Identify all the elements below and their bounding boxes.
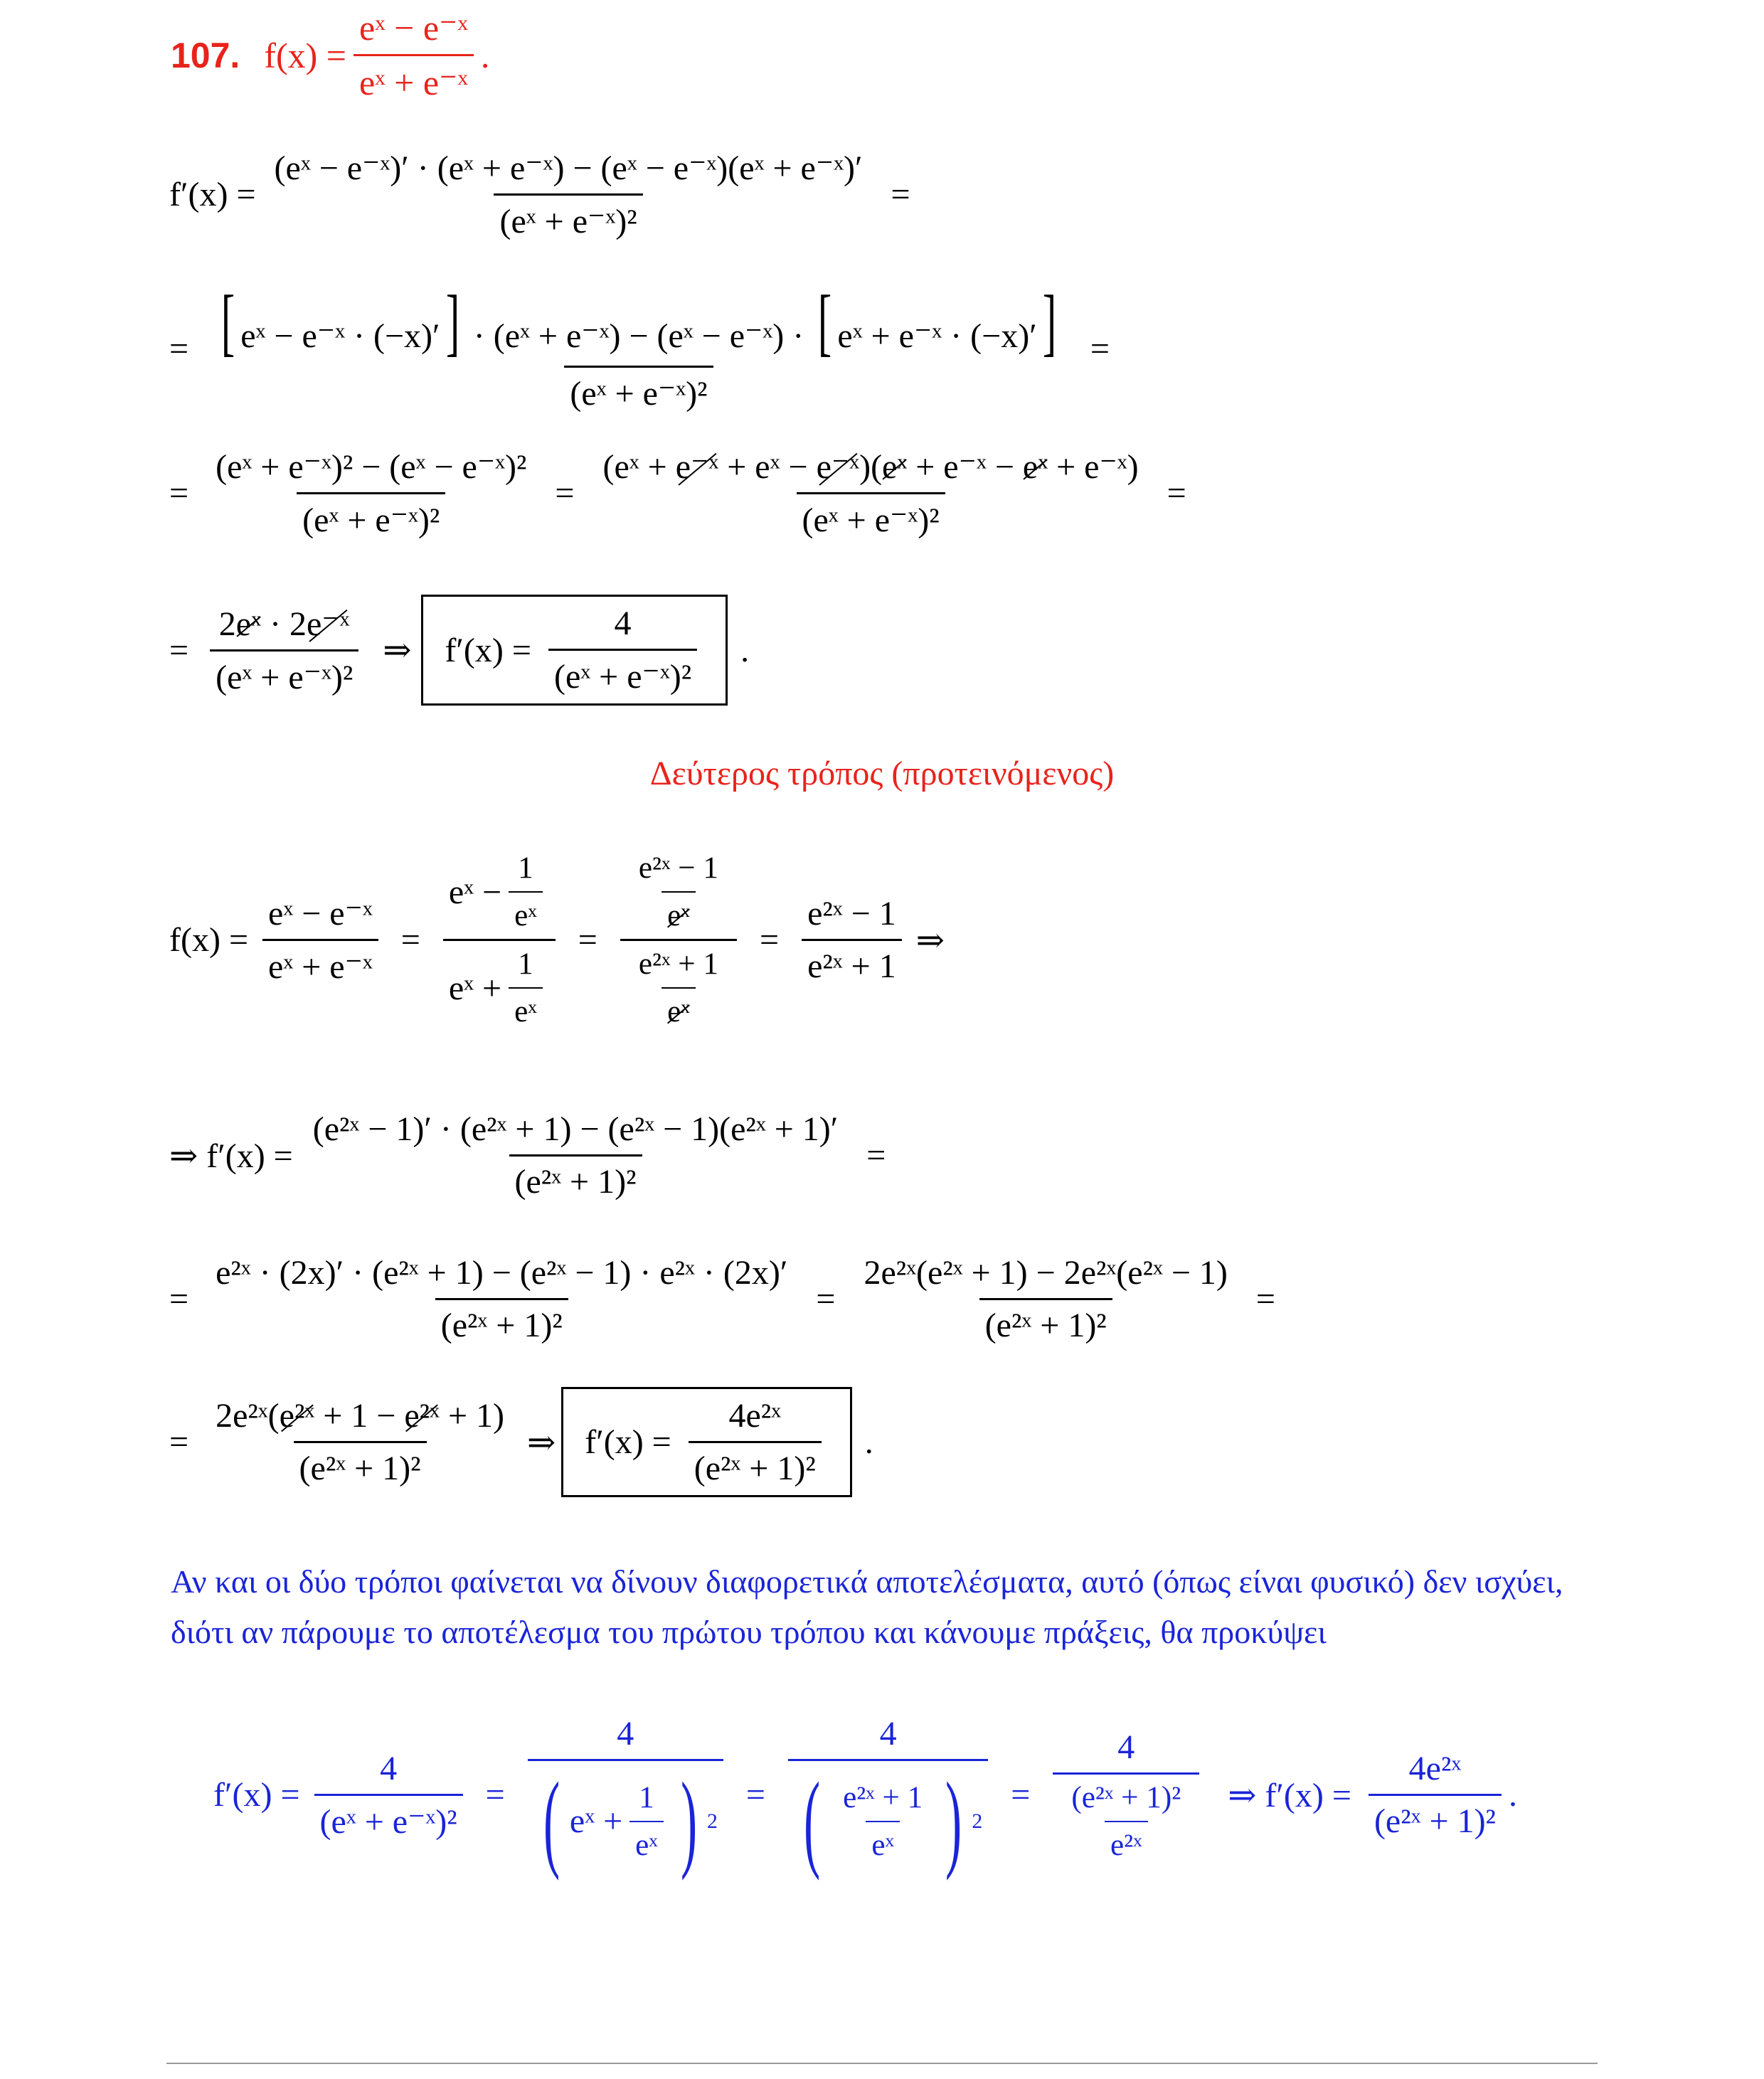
final-f1-num: 4	[380, 1749, 398, 1787]
m1-l4-part: 2	[218, 605, 236, 643]
inner-num: 1	[518, 947, 533, 981]
cancelled-term: eˣ	[667, 899, 690, 932]
final-f2-num: 4	[617, 1715, 634, 1753]
problem-lhs: f(x) =	[264, 35, 346, 75]
final-line	[213, 1714, 1517, 1881]
m2-l1-f2-den-pre: eˣ +	[448, 969, 502, 1007]
m2-l2-fraction	[307, 1110, 844, 1201]
m1-l1-den: (eˣ + e⁻ˣ)²	[494, 193, 642, 241]
m2-l3-f2-num: 2e²ˣ(e²ˣ + 1) − 2e²ˣ(e²ˣ − 1)	[864, 1254, 1228, 1292]
m2-l1-f4-den: e²ˣ + 1	[802, 939, 902, 986]
final-eq2: =	[745, 1776, 765, 1814]
m1-l1-lhs: f′(x) =	[169, 176, 256, 213]
left-bracket-icon: [	[220, 280, 235, 363]
cancelled-term: eˣ	[667, 995, 690, 1028]
m1-l2-num-c: eˣ + e⁻ˣ · (−x)′	[837, 317, 1037, 355]
inner-den: eˣ	[509, 891, 543, 933]
implies-arrow: ⇒	[383, 632, 412, 669]
inner-num: 1	[518, 851, 533, 885]
m1-l3-eq: =	[1167, 474, 1186, 512]
m2-result-fraction	[689, 1396, 822, 1488]
final-fraction2	[528, 1714, 723, 1881]
final-arrow: ⇒ f′(x) =	[1228, 1776, 1351, 1814]
m2-l3-f1-den: (e²ˣ + 1)²	[435, 1298, 568, 1345]
left-paren-icon: (	[803, 1760, 820, 1881]
final-fraction1	[314, 1749, 463, 1841]
m2-l1-f3-num-inner	[633, 851, 724, 933]
m2-l1-eq2: =	[578, 921, 597, 959]
inner-num: e²ˣ + 1	[843, 1780, 923, 1814]
m2-l1-f1-num: eˣ − e⁻ˣ	[268, 895, 373, 932]
problem-number: 107.	[171, 35, 240, 75]
m2-l2-lhs: ⇒ f′(x) =	[169, 1137, 293, 1175]
m1-l1-num: (eˣ − e⁻ˣ)′ · (eˣ + e⁻ˣ) − (eˣ − e⁻ˣ)(eˣ + e⁻ˣ)′	[274, 149, 863, 187]
m1-line4	[169, 595, 749, 706]
implies-arrow: ⇒	[527, 1423, 556, 1462]
m1-l3-f2-part: + e⁻ˣ −	[915, 448, 1014, 486]
final-f4-den	[1053, 1772, 1199, 1863]
m2-l1-fraction3	[620, 851, 737, 1029]
m2-line2	[169, 1110, 901, 1201]
right-bracket-icon: ]	[1042, 280, 1056, 363]
m1-l1-fraction	[269, 148, 868, 241]
footer-rule	[166, 2063, 1598, 2064]
cancelled-term: eˣ	[235, 605, 261, 643]
m2-l4-part: 2e²ˣ(	[216, 1397, 280, 1435]
final-fraction4	[1053, 1728, 1199, 1863]
m1-l2-num	[210, 280, 1068, 366]
m1-l4-part: · 2	[269, 605, 307, 643]
m2-l1-eq1: =	[400, 921, 420, 959]
inner-den: eˣ	[509, 987, 543, 1029]
m2-l1-f3-num	[620, 851, 737, 939]
m1-result-box	[421, 595, 728, 706]
cancelled-term: eˣ	[882, 448, 908, 486]
inner-den	[662, 987, 696, 1029]
cancelled-term: e⁻ˣ	[816, 448, 860, 486]
m2-l1-f2-num-pre: eˣ −	[448, 873, 502, 911]
left-bracket-icon: [	[818, 280, 832, 363]
m2-result-num: 4e²ˣ	[728, 1397, 782, 1435]
cancelled-term: e⁻ˣ	[306, 605, 350, 643]
inner-den: eˣ	[629, 1821, 664, 1863]
cancelled-term: e²ˣ	[279, 1397, 315, 1435]
m2-l4-den: (e²ˣ + 1)²	[294, 1441, 427, 1488]
m2-l2-num: (e²ˣ − 1)′ · (e²ˣ + 1) − (e²ˣ − 1)(e²ˣ + 1)′	[312, 1110, 839, 1148]
m1-l2-den: (eˣ + e⁻ˣ)²	[564, 366, 713, 413]
final-f2-inner	[629, 1780, 664, 1863]
m2-l1-lhs: f(x) =	[169, 921, 249, 959]
m2-result-box	[561, 1387, 852, 1497]
final-f5-den: (e²ˣ + 1)²	[1369, 1794, 1502, 1841]
m2-l1-f3-den	[620, 939, 737, 1029]
m2-l4-part: + 1)	[447, 1397, 504, 1435]
m1-l2-num-a: eˣ − e⁻ˣ · (−x)′	[240, 317, 440, 355]
problem-numerator: eˣ − e⁻ˣ	[358, 8, 468, 48]
left-paren-icon: (	[543, 1760, 560, 1881]
final-period: .	[1508, 1776, 1517, 1814]
problem-denominator: eˣ + e⁻ˣ	[354, 54, 474, 103]
m1-l4-num	[213, 604, 356, 649]
m2-l1-f2-den	[443, 939, 556, 1029]
m1-l3-f2-part: )(	[859, 448, 883, 486]
final-f5-num: 4e²ˣ	[1408, 1750, 1462, 1788]
cancelled-term: e²ˣ	[404, 1397, 440, 1435]
m2-l3-eq: =	[1255, 1280, 1275, 1318]
m2-l3-f2-den: (e²ˣ + 1)²	[979, 1298, 1112, 1345]
m2-line1	[169, 851, 952, 1029]
inner-num: (e²ˣ + 1)²	[1071, 1780, 1181, 1814]
m2-result-lhs: f′(x) =	[585, 1423, 671, 1461]
implies-arrow: ⇒	[915, 921, 945, 959]
cancelled-term: eˣ	[1022, 448, 1048, 486]
final-f2-den-pre: eˣ +	[569, 1802, 623, 1841]
m1-l3-f2-den: (eˣ + e⁻ˣ)²	[797, 492, 945, 540]
m2-l3-f1-num: e²ˣ · (2x)′ · (e²ˣ + 1) − (e²ˣ − 1) · e²ˣ · (2x)′	[216, 1254, 788, 1292]
m2-l3-fraction1	[210, 1253, 793, 1345]
m2-l2-den: (e²ˣ + 1)²	[509, 1154, 642, 1201]
final-f4-inner	[1066, 1780, 1186, 1863]
final-f3-den: ( $\frac{\text{e²ˣ + 1}}{\text{eˣ}}$ ) 2	[788, 1759, 988, 1876]
m2-line4	[169, 1387, 873, 1497]
m1-l2-eq: =	[1090, 329, 1110, 368]
m1-line3	[169, 447, 1202, 540]
m1-l3-fraction1	[210, 447, 532, 540]
m1-result-fraction	[548, 604, 697, 696]
m1-line1	[169, 148, 926, 241]
final-f3-num: 4	[879, 1715, 897, 1753]
final-f3-inner	[837, 1780, 928, 1863]
m1-result-lhs: f′(x) =	[445, 631, 531, 669]
m1-l3-f2-part: (eˣ +	[602, 448, 667, 486]
m1-l3-f2-part: + e⁻ˣ)	[1056, 448, 1139, 486]
final-f2-den: ( eˣ + $\frac{1}{\text{eˣ}}$ ) 2	[528, 1759, 723, 1876]
inner-den: e²ˣ	[1105, 1821, 1148, 1863]
problem-fraction	[354, 7, 474, 103]
cancelled-term: e⁻ˣ	[675, 448, 719, 486]
final-f1-den: (eˣ + e⁻ˣ)²	[314, 1794, 463, 1841]
m1-l4-lhs: =	[169, 631, 189, 669]
m2-line3	[169, 1253, 1291, 1345]
section-heading: Δεύτερος τρόπος (προτεινόμενος)	[649, 755, 1115, 792]
m2-l3-mid-eq: =	[816, 1280, 836, 1318]
explanation-paragraph: Αν και οι δύο τρόποι φαίνεται να δίνουν διαφορετικά αποτελέσματα, αυτό (όπως είναι φυσικό) δεν ισχύει, διότι αν πάρουμε το αποτέλεσμα του πρώτου τρόπου και κάνουμε πράξεις, θα προκύψει	[171, 1563, 1563, 1650]
inner-den	[662, 891, 696, 933]
m1-l4-period: .	[740, 631, 750, 669]
m1-l4-fraction	[210, 604, 358, 697]
m2-l4-part: + 1 −	[323, 1397, 396, 1435]
problem-statement	[171, 7, 489, 103]
m2-l1-f2-num-inner	[509, 851, 543, 933]
inner-num: e²ˣ − 1	[638, 851, 719, 885]
m1-line2	[169, 280, 1125, 413]
m1-l4-den: (eˣ + e⁻ˣ)²	[210, 649, 358, 697]
m2-l4-fraction	[210, 1396, 510, 1488]
m1-result-num: 4	[614, 605, 632, 642]
m2-l1-f2-den-inner	[509, 947, 543, 1029]
m1-l3-f1-num: (eˣ + e⁻ˣ)² − (eˣ − e⁻ˣ)²	[216, 448, 527, 486]
final-lhs: f′(x) =	[213, 1776, 300, 1814]
m2-l1-f2-num	[443, 851, 556, 939]
final-fraction5	[1369, 1749, 1502, 1841]
m1-l1-eq: =	[891, 176, 910, 213]
m1-l2-fraction	[210, 280, 1068, 413]
problem-period: .	[480, 35, 490, 75]
m2-l4-num	[210, 1396, 510, 1441]
inner-den: eˣ	[866, 1821, 900, 1863]
m2-l3-lhs: =	[169, 1280, 189, 1318]
m1-l3-mid-eq: =	[555, 474, 575, 512]
m2-l4-lhs: =	[169, 1423, 189, 1461]
m2-result-den: (e²ˣ + 1)²	[689, 1441, 822, 1488]
inner-num: e²ˣ + 1	[638, 947, 719, 981]
final-f4-num: 4	[1117, 1728, 1135, 1766]
m1-l3-f1-den: (eˣ + e⁻ˣ)²	[297, 492, 445, 540]
final-fraction3	[788, 1714, 988, 1881]
m1-l3-lhs: =	[169, 474, 189, 512]
m1-l2-num-b: · (eˣ + e⁻ˣ) − (eˣ − e⁻ˣ) ·	[473, 317, 804, 355]
m1-l3-f2-part: + eˣ −	[727, 448, 808, 486]
final-eq1: =	[485, 1776, 505, 1814]
m1-l3-f2-num	[597, 447, 1144, 492]
m2-l1-fraction4	[802, 894, 902, 986]
m1-l3-fraction2	[597, 447, 1144, 540]
m2-l1-eq3: =	[760, 921, 780, 959]
right-paren-icon: )	[680, 1760, 697, 1881]
m2-l3-fraction2	[858, 1253, 1233, 1345]
m2-l1-fraction1	[262, 893, 378, 987]
right-bracket-icon: ]	[445, 280, 459, 363]
m1-result-den: (eˣ + e⁻ˣ)²	[548, 649, 697, 696]
m2-l2-eq: =	[866, 1137, 886, 1174]
m2-l1-f1-den: eˣ + e⁻ˣ	[262, 939, 378, 987]
m2-l1-f4-num: e²ˣ − 1	[807, 895, 896, 932]
m2-l1-fraction2	[443, 851, 556, 1029]
m1-l2-lhs: =	[169, 329, 189, 368]
inner-num: 1	[639, 1780, 654, 1814]
final-eq3: =	[1011, 1776, 1031, 1814]
m2-l4-period: .	[864, 1423, 873, 1461]
m2-l1-f3-den-inner	[633, 947, 724, 1029]
right-paren-icon: )	[945, 1760, 962, 1881]
